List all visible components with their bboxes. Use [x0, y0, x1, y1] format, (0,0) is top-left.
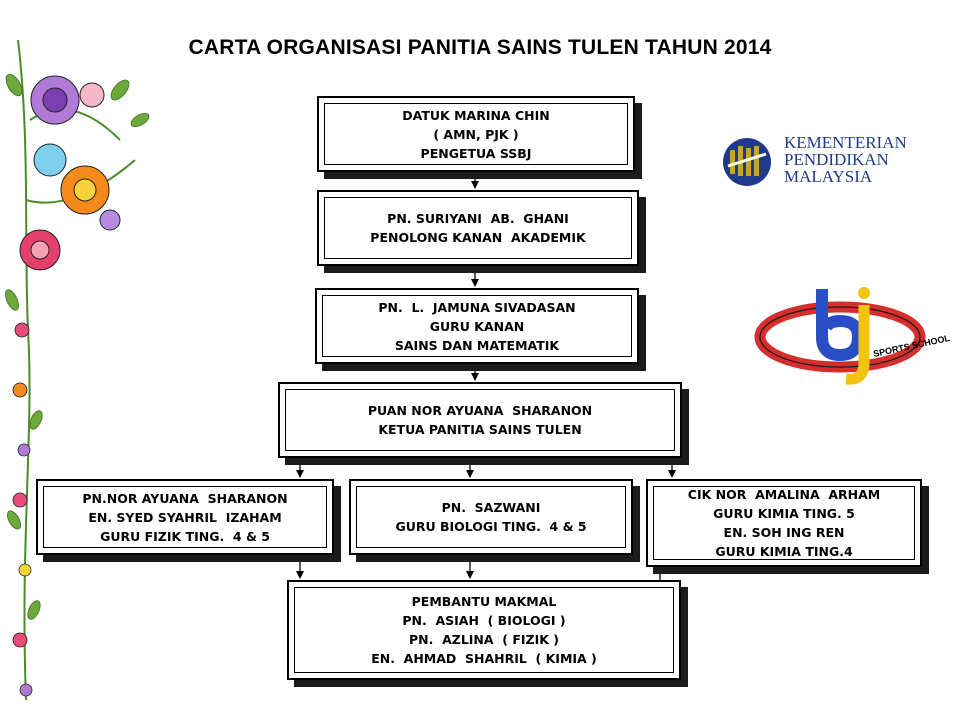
bj-logo-text: SPORTS SCHOOL	[872, 332, 951, 359]
box-pengetua-line-1: DATUK MARINA CHIN	[402, 107, 550, 123]
box-guru-kanan-line-2: GURU KANAN	[429, 318, 525, 334]
box-guru-kimia-line-2: GURU KIMIA TING. 5	[713, 506, 855, 521]
box-guru-fizik-line-2: EN. SYED SYAHRIL IZAHAM	[88, 509, 282, 525]
box-pembantu-line-2: PN. ASIAH ( BIOLOGI )	[402, 613, 566, 628]
box-guru-fizik-line-1: PN.NOR AYUANA SHARANON	[82, 490, 288, 506]
box-pengetua	[317, 96, 635, 172]
page-title: CARTA ORGANISASI PANITIA SAINS TULEN TAHUN 2014	[188, 36, 772, 59]
box-ketua-panitia	[278, 382, 682, 458]
box-guru-kimia-line-4: GURU KIMIA TING.4	[715, 544, 853, 559]
box-guru-fizik-line-3: GURU FIZIK TING. 4 & 5	[100, 528, 270, 544]
box-ketua-panitia-line-2: KETUA PANITIA SAINS TULEN	[378, 422, 582, 437]
box-guru-biologi-line-1: PN. SAZWANI	[441, 500, 541, 515]
box-pk-akademik-line-1: PN. SURIYANI AB. GHANI	[387, 211, 569, 226]
box-pembantu-line-4: EN. AHMAD SHAHRIL ( KIMIA )	[371, 651, 597, 666]
box-guru-kanan-line-3: SAINS DAN MATEMATIK	[394, 337, 560, 353]
box-pengetua-line-2: ( AMN, PJK )	[433, 126, 519, 142]
kpm-line-2: PENDIDIKAN	[784, 150, 889, 169]
box-pembantu-makmal	[287, 580, 681, 680]
box-ketua-panitia-line-1: PUAN NOR AYUANA SHARANON	[367, 403, 593, 418]
box-guru-kimia-line-3: EN. SOH ING REN	[723, 525, 845, 540]
box-guru-kanan	[315, 288, 639, 364]
kpm-line-3: MALAYSIA	[784, 167, 873, 186]
kpm-line-1: KEMENTERIAN	[784, 133, 907, 152]
box-pembantu-line-1: PEMBANTU MAKMAL	[411, 594, 557, 609]
box-pembantu-line-3: PN. AZLINA ( FIZIK )	[409, 632, 559, 647]
kpm-emblem-icon	[716, 136, 778, 188]
box-pk-akademik-line-2: PENOLONG KANAN AKADEMIK	[370, 230, 586, 245]
box-pk-akademik	[317, 190, 639, 266]
box-guru-kimia-line-1: CIK NOR AMALINA ARHAM	[687, 487, 881, 502]
box-guru-biologi-line-3: GURU BIOLOGI TING. 4 & 5	[395, 519, 587, 534]
kpm-logo	[716, 130, 936, 200]
box-pengetua-line-3: PENGETUA SSBJ	[420, 145, 532, 161]
box-guru-biologi	[349, 479, 633, 555]
box-guru-kimia	[646, 479, 922, 567]
bukit-jalil-sports-school-logo	[754, 275, 951, 390]
box-guru-kanan-line-1: PN. L. JAMUNA SIVADASAN	[378, 299, 576, 315]
box-guru-fizik	[36, 479, 334, 555]
